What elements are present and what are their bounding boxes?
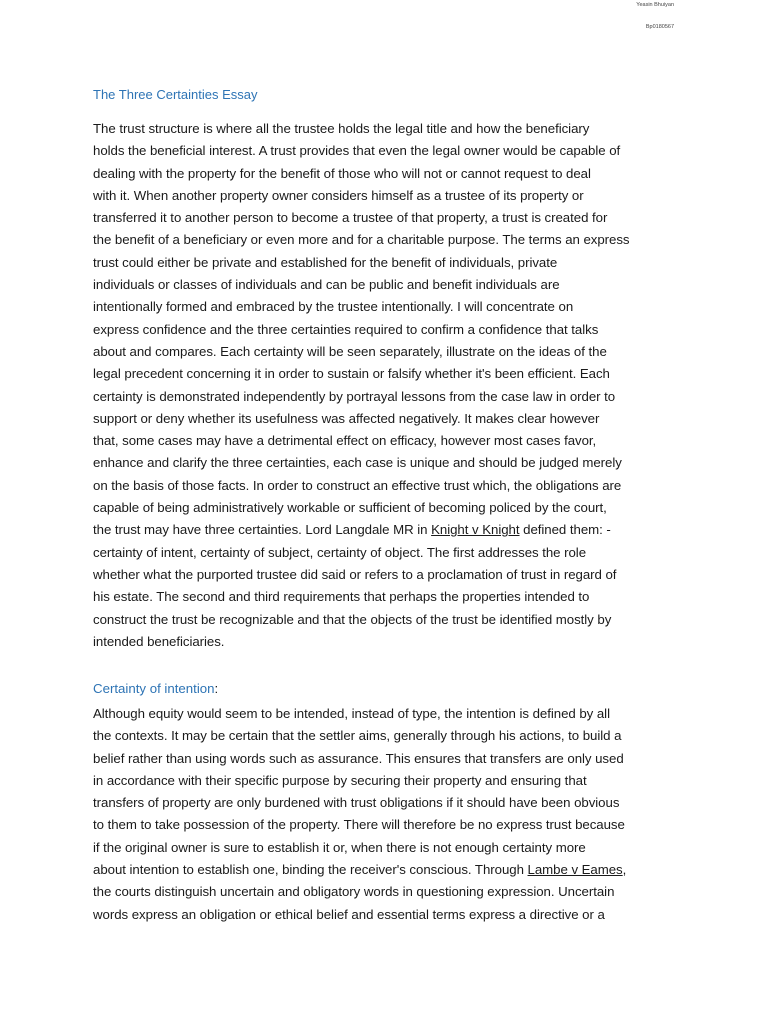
- paragraph-line: the benefit of a beneficiary or even more and for a charitable purpose. The terms an express: [93, 232, 630, 248]
- paragraph-line: the courts distinguish uncertain and obligatory words in questioning expression. Uncertain: [93, 884, 615, 900]
- paragraph-line: that, some cases may have a detrimental effect on efficacy, however most cases favor,: [93, 433, 597, 449]
- paragraph-line: trust could either be private and established for the benefit of individuals, private: [93, 254, 558, 270]
- paragraph-line: transfers of property are only burdened with trust obligations if it should have been obvious: [93, 795, 620, 811]
- section-heading-certainty-of-intention: [93, 681, 218, 696]
- author-name: Yeasin Bhuiyan: [636, 2, 674, 8]
- paragraph-line: Although equity would seem to be intended, instead of type, the intention is defined by all: [93, 706, 610, 721]
- paragraph-line: construct the trust be recognizable and that the objects of the trust be identified mostly by: [93, 611, 612, 627]
- paragraph-line: whether what the purported trustee did said or refers to a proclamation of trust in regard of: [93, 566, 617, 582]
- paragraph-line: [93, 859, 675, 881]
- paragraph-line: support or deny whether its usefulness was affected negatively. It makes clear however: [93, 410, 600, 426]
- essay-title: The Three Certainties Essay: [93, 87, 258, 102]
- paragraph-line: [93, 519, 675, 541]
- paragraph-line: legal precedent concerning it in order to sustain or falsify whether it's been efficient. Each: [93, 366, 610, 382]
- paragraph-line: capable of being administratively workable or sufficient of becoming policed by the court,: [93, 500, 607, 516]
- page-header: [636, 2, 674, 31]
- paragraph-line: on the basis of those facts. In order to construct an effective trust which, the obligations are: [93, 477, 622, 493]
- paragraph-line: intended beneficiaries.: [93, 633, 225, 649]
- paragraph-line: individuals or classes of individuals and can be public and benefit individuals are: [93, 277, 560, 293]
- paragraph-line: holds the beneficial interest. A trust provides that even the legal owner would be capable of: [93, 143, 621, 159]
- paragraph-line: certainty of intent, certainty of subject, certainty of object. The first addresses the role: [93, 544, 587, 560]
- line-text: about intention to establish one, binding the receiver's conscious. Through: [93, 862, 528, 878]
- intro-paragraph: [93, 118, 675, 653]
- paragraph-line: words express an obligation or ethical belief and essential terms express a directive or a: [93, 906, 605, 922]
- line-text: the trust may have three certainties. Lord Langdale MR in: [93, 522, 432, 538]
- paragraph-line: about and compares. Each certainty will be seen separately, illustrate on the ideas of the: [93, 343, 607, 359]
- line-text: defined them: -: [519, 522, 611, 538]
- case-citation-knight-v-knight: Knight v Knight: [431, 522, 520, 538]
- case-citation-lambe-v-eames: Lambe v Eames: [527, 862, 623, 878]
- paragraph-line: the contexts. It may be certain that the settler aims, generally through his actions, to build a: [93, 728, 622, 744]
- section-heading-text: Certainty of intention: [93, 681, 215, 696]
- section-heading-colon: :: [214, 681, 219, 696]
- paragraph-line: enhance and clarify the three certainties, each case is unique and should be judged merely: [93, 455, 622, 471]
- paragraph-line: express confidence and the three certainties required to confirm a confidence that talks: [93, 321, 599, 337]
- paragraph-line: to them to take possession of the property. There will therefore be no express trust because: [93, 817, 625, 833]
- paragraph-line: The trust structure is where all the trustee holds the legal title and how the beneficiary: [93, 121, 590, 136]
- paragraph-line: transferred it to another person to become a trustee of that property, a trust is created for: [93, 210, 608, 226]
- intention-paragraph: [93, 703, 675, 926]
- line-text: ,: [622, 862, 627, 878]
- paragraph-line: dealing with the property for the benefit of those who will not or cannot request to deal: [93, 165, 591, 181]
- paragraph-line: his estate. The second and third requirements that perhaps the properties intended to: [93, 589, 590, 605]
- student-id: Bp0180567: [645, 24, 674, 30]
- paragraph-line: intentionally formed and embraced by the trustee intentionally. I will concentrate on: [93, 299, 574, 315]
- paragraph-line: if the original owner is sure to establish it or, when there is not enough certainty more: [93, 839, 586, 855]
- paragraph-line: certainty is demonstrated independently by portrayal lessons from the case law in order to: [93, 388, 616, 404]
- paragraph-line: in accordance with their specific purpose by securing their property and ensuring that: [93, 772, 587, 788]
- paragraph-line: with it. When another property owner considers himself as a trustee of its property or: [93, 187, 584, 203]
- paragraph-line: belief rather than using words such as assurance. This ensures that transfers are only used: [93, 750, 624, 766]
